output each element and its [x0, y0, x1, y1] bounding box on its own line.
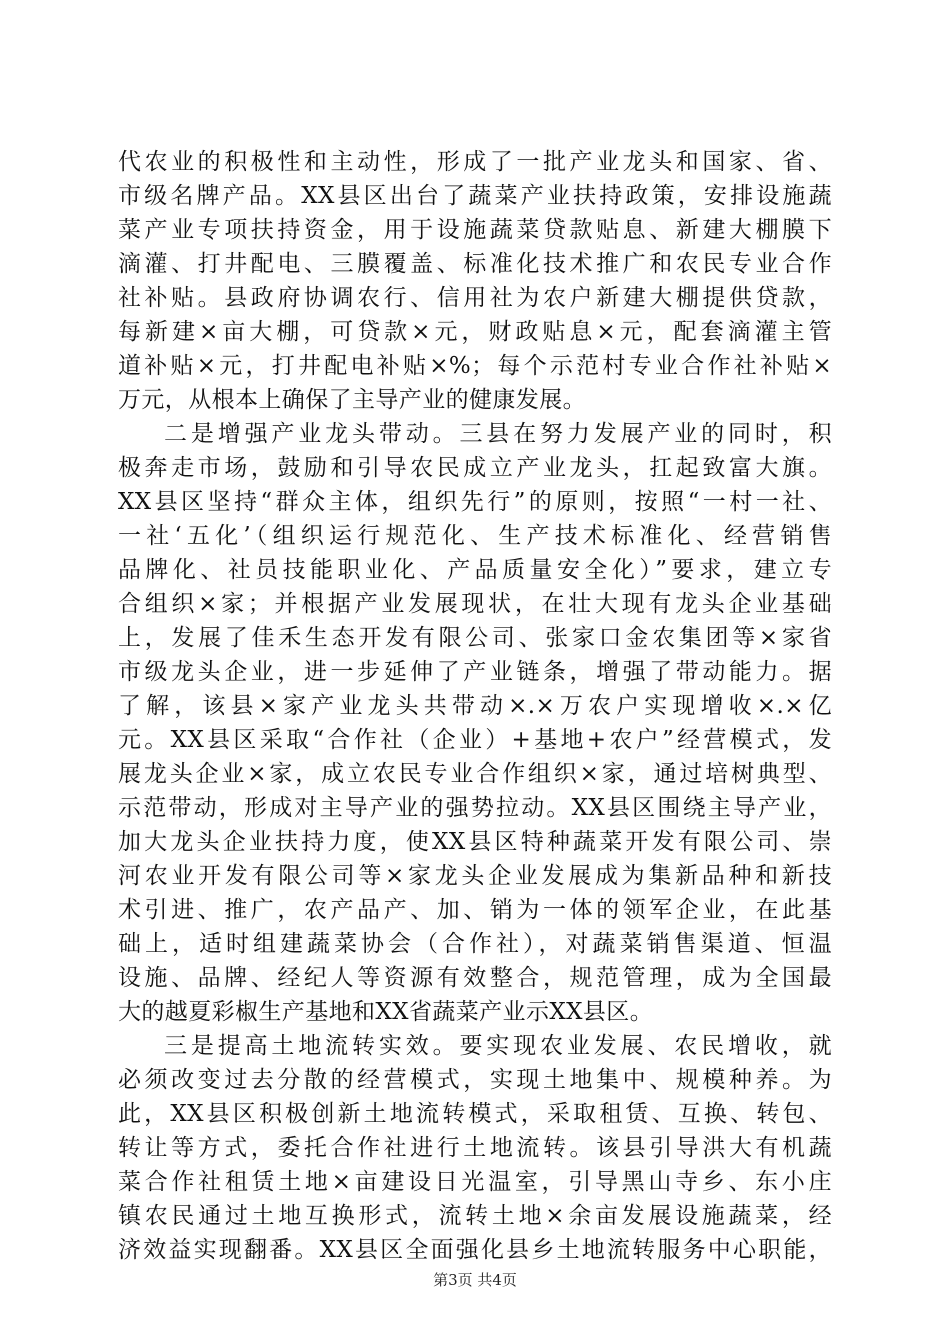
text-line: 二是增强产业龙头带动。三县在努力发展产业的同时，积 — [164, 421, 832, 447]
text-line: 品牌化、社员技能职业化、产品质量安全化）”要求，建立专 — [118, 557, 832, 583]
text-line: 市级名牌产品。XX县区出台了蔬菜产业扶持政策，安排设施蔬 — [118, 183, 832, 209]
text-line: 合组织×家；并根据产业发展现状，在壮大现有龙头企业基础 — [118, 591, 832, 617]
text-line: 社补贴。县政府协调农行、信用社为农户新建大棚提供贷款， — [118, 285, 832, 311]
text-line: 加大龙头企业扶持力度，使XX县区特种蔬菜开发有限公司、崇 — [118, 829, 832, 855]
text-line: XX县区坚持“群众主体，组织先行”的原则，按照“一村一社、 — [118, 489, 832, 515]
text-line: 设施、品牌、经纪人等资源有效整合，规范管理，成为全国最 — [118, 965, 832, 991]
text-line: 滴灌、打井配电、三膜覆盖、标准化技术推广和农民专业合作 — [118, 251, 832, 277]
text-line: 菜产业专项扶持资金，用于设施蔬菜贷款贴息、新建大棚膜下 — [118, 217, 832, 243]
text-line: 河农业开发有限公司等×家龙头企业发展成为集新品种和新技 — [118, 863, 832, 889]
text-line: 大的越夏彩椒生产基地和XX省蔬菜产业示XX县区。 — [118, 999, 654, 1025]
text-line: 元。XX县区采取“合作社（企业）+基地+农户”经营模式，发 — [118, 727, 832, 753]
text-line: 术引进、推广，农产品产、加、销为一体的领军企业，在此基 — [118, 897, 832, 923]
text-line: 了解，该县×家产业龙头共带动×.×万农户实现增收×.×亿 — [118, 693, 832, 719]
text-line: 极奔走市场，鼓励和引导农民成立产业龙头，扛起致富大旗。 — [118, 455, 832, 481]
text-line: 道补贴×元，打井配电补贴×%；每个示范村专业合作社补贴× — [118, 353, 832, 379]
text-line: 万元，从根本上确保了主导产业的健康发展。 — [118, 387, 586, 413]
text-line: 菜合作社租赁土地×亩建设日光温室，引导黑山寺乡、东小庄 — [118, 1169, 832, 1195]
text-line: 示范带动，形成对主导产业的强势拉动。XX县区围绕主导产业， — [118, 795, 832, 821]
text-line: 三是提高土地流转实效。要实现农业发展、农民增收，就 — [164, 1033, 832, 1059]
text-line: 必须改变过去分散的经营模式，实现土地集中、规模种养。为 — [118, 1067, 832, 1093]
text-line: 此，XX县区积极创新土地流转模式，采取租赁、互换、转包、 — [118, 1101, 832, 1127]
text-line: 市级龙头企业，进一步延伸了产业链条，增强了带动能力。据 — [118, 659, 832, 685]
text-line: 一社‘五化’（组织运行规范化、生产技术标准化、经营销售 — [118, 523, 832, 549]
text-line: 转让等方式，委托合作社进行土地流转。该县引导洪大有机蔬 — [118, 1135, 832, 1161]
page-footer: 第3页 共4页 — [433, 1271, 517, 1289]
text-line: 每新建×亩大棚，可贷款×元，财政贴息×元，配套滴灌主管 — [118, 319, 832, 345]
text-line: 展龙头企业×家，成立农民专业合作组织×家，通过培树典型、 — [118, 761, 832, 787]
text-line: 础上，适时组建蔬菜协会（合作社），对蔬菜销售渠道、恒温 — [118, 931, 832, 957]
text-line: 镇农民通过土地互换形式，流转土地×余亩发展设施蔬菜，经 — [118, 1203, 832, 1229]
text-line: 代农业的积极性和主动性，形成了一批产业龙头和国家、省、 — [118, 149, 832, 175]
text-line: 上，发展了佳禾生态开发有限公司、张家口金农集团等×家省 — [118, 625, 832, 651]
text-line: 济效益实现翻番。XX县区全面强化县乡土地流转服务中心职能， — [118, 1237, 832, 1263]
body-text — [118, 145, 832, 1267]
